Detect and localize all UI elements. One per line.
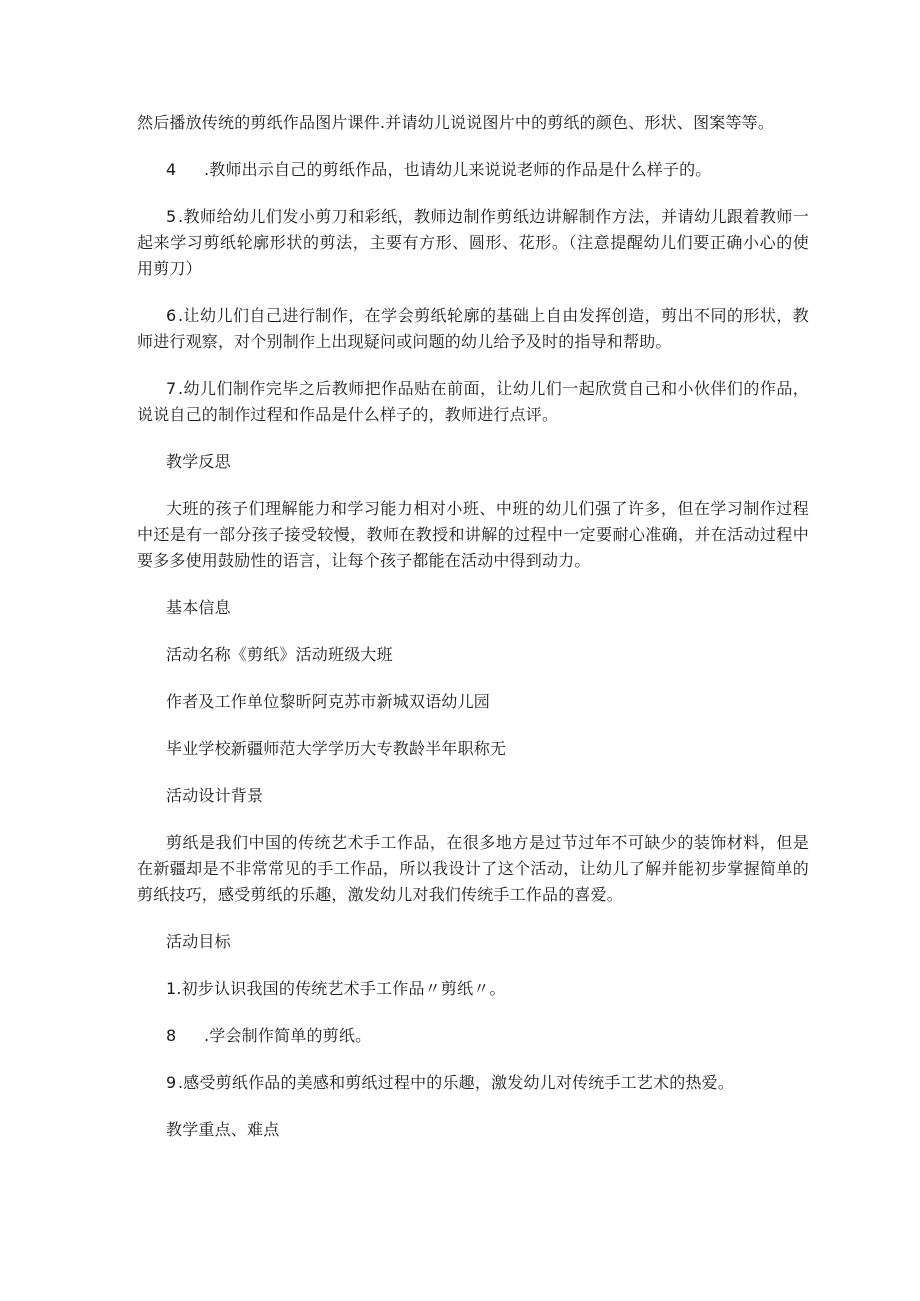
section-heading-keypoints: 教学重点、难点	[166, 1120, 280, 1139]
step-text: .教师给幼儿们发小剪刀和彩纸，教师边制作剪纸边讲解制作方法，并请幼儿跟着教师一起来学习剪纸轮廓形状的剪法，主要有方形、圆形、花形。（注意提醒幼儿们要正确小心的使用剪刀）	[137, 207, 809, 278]
step-text: .幼儿们制作完毕之后教师把作品贴在前面，让幼儿们一起欣赏自己和小伙伴们的作品，说说自己的制作过程和作品是什么样子的，教师进行点评。	[137, 379, 809, 424]
reflection-paragraph: 大班的孩子们理解能力和学习能力相对小班、中班的幼儿们强了许多，但在学习制作过程中还是有一部分孩子接受较慢，教师在教授和讲解的过程中一定要耐心准确，并在活动过程中要多多使用鼓励性的语言，让每个孩子都能在活动中得到动力。	[137, 499, 809, 570]
section-heading-goals: 活动目标	[166, 932, 231, 951]
step-text: .教师出示自己的剪纸作品，也请幼儿来说说老师的作品是什么样子的。	[204, 160, 712, 179]
step-4-paragraph	[137, 157, 809, 183]
goal-text: .学会制作简单的剪纸。	[204, 1026, 372, 1045]
step-number: 5	[166, 207, 177, 226]
step-5-paragraph	[137, 204, 809, 282]
step-6-paragraph	[137, 303, 809, 355]
goal-text: .感受剪纸作品的美感和剪纸过程中的乐趣，激发幼儿对传统手工艺术的热爱。	[178, 1073, 735, 1092]
goal-number: 9	[166, 1073, 177, 1092]
step-number: 6	[166, 306, 177, 325]
section-heading-basic-info: 基本信息	[166, 598, 231, 617]
goal-number: 8	[166, 1026, 177, 1045]
document-body	[137, 110, 809, 1143]
step-number: 4	[166, 160, 177, 179]
background-paragraph: 剪纸是我们中国的传统艺术手工作品，在很多地方是过节过年不可缺少的装饰材料，但是在新疆却是不非常常见的手工作品，所以我设计了这个活动，让幼儿了解并能初步掌握简单的剪纸技巧，感受剪纸的乐趣，激发幼儿对我们传统手工作品的喜爱。	[137, 833, 809, 904]
intro-paragraph: 然后播放传统的剪纸作品图片课件.并请幼儿说说图片中的剪纸的颜色、形状、图案等等。	[137, 113, 775, 132]
info-author: 作者及工作单位黎昕阿克苏市新城双语幼儿园	[166, 692, 491, 711]
info-school: 毕业学校新疆师范大学学历大专教龄半年职称无	[166, 739, 507, 758]
goal-1: 1.初步认识我国的传统艺术手工作品〃剪纸〃。	[166, 979, 506, 998]
goal-2	[137, 1023, 809, 1049]
section-heading-background: 活动设计背景	[166, 786, 264, 805]
step-text: .让幼儿们自己进行制作，在学会剪纸轮廓的基础上自由发挥创造，剪出不同的形状，教师进行观察，对个别制作上出现疑问或问题的幼儿给予及时的指导和帮助。	[137, 306, 809, 351]
step-number: 7	[166, 379, 177, 398]
goal-3	[137, 1070, 809, 1096]
step-7-paragraph	[137, 376, 809, 428]
section-heading-reflection: 教学反思	[166, 452, 231, 471]
info-activity: 活动名称《剪纸》活动班级大班	[166, 645, 393, 664]
